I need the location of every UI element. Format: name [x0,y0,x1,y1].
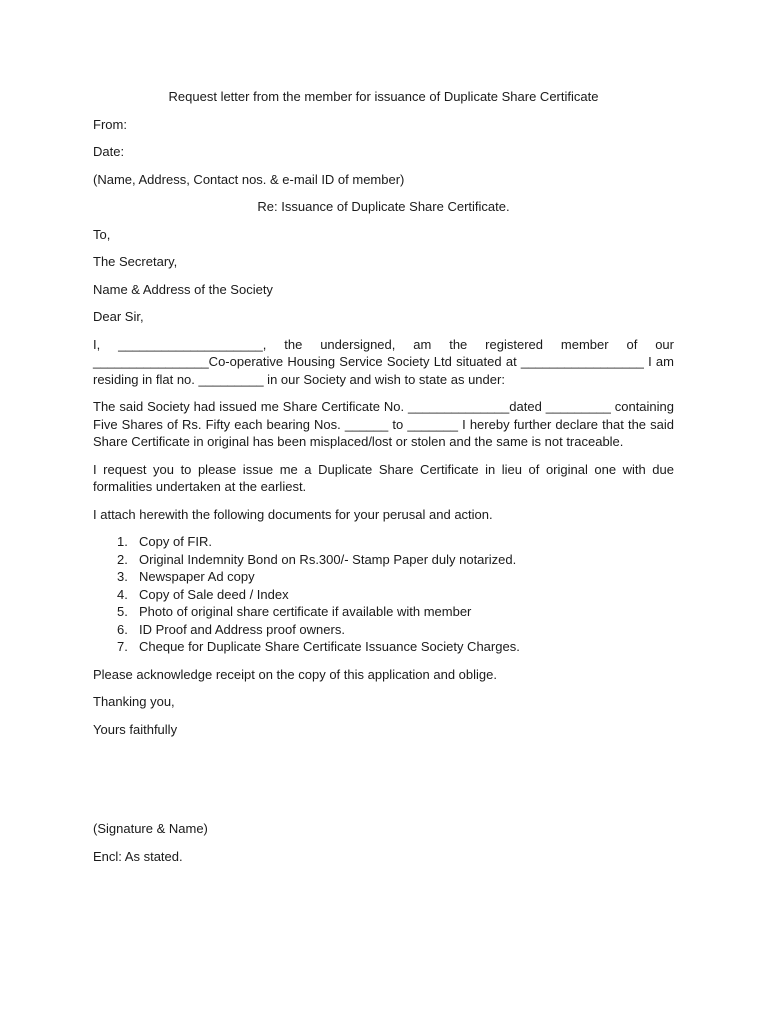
list-item-number: 7. [117,639,128,654]
signature-space [93,738,674,820]
paragraph-request: I request you to please issue me a Duplicate Share Certificate in lieu of original one with due formalities undertaken at the earliest. [93,461,674,494]
list-item-text: Copy of FIR. [139,534,212,549]
acknowledgement: Please acknowledge receipt on the copy of this application and oblige. [93,666,497,682]
list-item [93,533,674,551]
list-item [93,603,674,621]
list-item-text: Original Indemnity Bond on Rs.300/- Stamp Paper duly notarized. [139,551,517,567]
enclosure-note: Encl: As stated. [93,848,183,864]
list-item [93,568,674,586]
list-item-text: Cheque for Duplicate Share Certificate Issuance Society Charges. [139,639,520,654]
documents-list [93,533,674,656]
list-item-text: Copy of Sale deed / Index [139,586,289,602]
member-details: (Name, Address, Contact nos. & e-mail ID of member) [93,171,405,187]
society-address: Name & Address of the Society [93,281,273,297]
paragraph-share-details: The said Society had issued me Share Certificate No. ______________dated _________ containing Five Shares of Rs. Fifty each bearing Nos. ______ to _______ I hereby further declare that the said Share Certificate in original has been misplaced/lost or stolen and the same is not traceable. [93,399,674,449]
list-item-number: 5. [117,604,128,619]
list-item [93,621,674,639]
list-item-number: 1. [117,534,128,549]
list-item-text: Newspaper Ad copy [139,569,255,584]
from-label: From: [93,116,127,132]
list-item-number: 3. [117,569,128,584]
list-item-number: 6. [117,621,128,637]
date-label: Date: [93,144,125,159]
list-item-number: 2. [117,551,128,567]
signature-line: (Signature & Name) [93,821,208,836]
attachments-intro: I attach herewith the following documents for your perusal and action. [93,506,493,522]
salutation: Dear Sir, [93,309,144,324]
letter-body [93,88,674,865]
list-item [93,551,674,569]
list-item [93,638,674,656]
list-item-number: 4. [117,586,128,602]
thanks: Thanking you, [93,694,175,709]
letter-title: Request letter from the member for issuance of Duplicate Share Certificate [168,89,599,104]
subject-line: Re: Issuance of Duplicate Share Certificate. [257,199,510,214]
paragraph-declaration: I, ____________________, the undersigned, am the registered member of our ________________Co-operative Housing Service Society Ltd situated at _________________ I am residing in flat no. _________ in our Society and wish to state as under: [93,336,674,387]
list-item-text: ID Proof and Address proof owners. [139,621,345,637]
closing: Yours faithfully [93,721,178,737]
recipient: The Secretary, [93,254,178,269]
list-item [93,586,674,604]
list-item-text: Photo of original share certificate if available with member [139,604,472,619]
to-label: To, [93,226,111,242]
